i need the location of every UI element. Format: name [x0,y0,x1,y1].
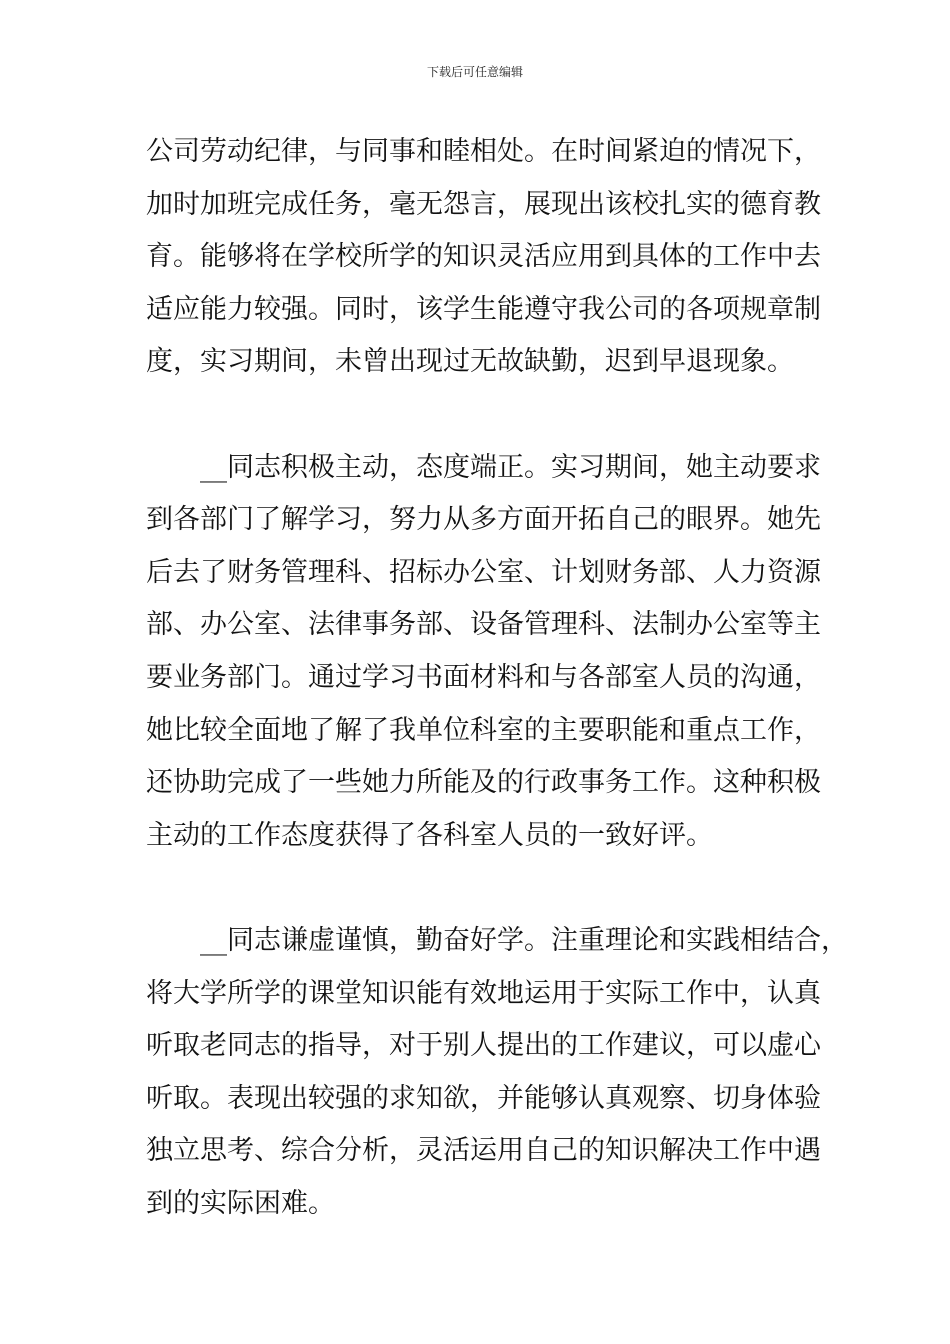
paragraph-line: 听取老同志的指导，对于别人提出的工作建议，可以虚心 [146,1030,821,1062]
paragraph-line: __同志谦虚谨慎，勤奋好学。注重理论和实践相结合， [200,924,848,956]
paragraph [146,915,848,1231]
paragraph-line: 听取。表现出较强的求知欲，并能够认真观察、切身体验 [146,1082,821,1114]
paragraph-line: 到的实际困难。 [146,1187,335,1219]
page-header: 下载后可任意编辑 [426,65,523,79]
paragraph-line: 主动的工作态度获得了各科室人员的一致好评。 [146,819,713,851]
paragraph-line: 部、办公室、法律事务部、设备管理科、法制办公室等主 [146,609,821,641]
paragraph-line: 公司劳动纪律，与同事和睦相处。在时间紧迫的情况下， [146,136,821,167]
document-body [146,126,848,1230]
paragraph-line: 后去了财务管理科、招标办公室、计划财务部、人力资源 [146,556,821,588]
paragraph-line: 她比较全面地了解了我单位科室的主要职能和重点工作， [146,714,821,746]
paragraph [146,442,821,863]
paragraph-line: 将大学所学的课堂知识能有效地运用于实际工作中，认真 [146,977,821,1009]
paragraph-line: 度，实习期间，未曾出现过无故缺勤，迟到早退现象。 [146,346,794,378]
paragraph-line: 独立思考、综合分析，灵活运用自己的知识解决工作中遇 [146,1135,821,1167]
paragraph-line: __同志积极主动，态度端正。实习期间，她主动要求 [200,451,821,483]
paragraph-gap [146,862,810,915]
paragraph-line: 育。能够将在学校所学的知识灵活应用到具体的工作中去 [146,241,821,273]
paragraph-line: 加时加班完成任务，毫无怨言，展现出该校扎实的德育教 [146,188,821,220]
paragraph [146,126,821,389]
paragraph-gap [146,389,810,442]
paragraph-line: 要业务部门。通过学习书面材料和与各部室人员的沟通， [146,661,821,693]
paragraph-line: 适应能力较强。同时，该学生能遵守我公司的各项规章制 [146,293,821,325]
paragraph-line: 到各部门了解学习，努力从多方面开拓自己的眼界。她先 [146,504,821,536]
paragraph-line: 还协助完成了一些她力所能及的行政事务工作。这种积极 [146,767,821,799]
